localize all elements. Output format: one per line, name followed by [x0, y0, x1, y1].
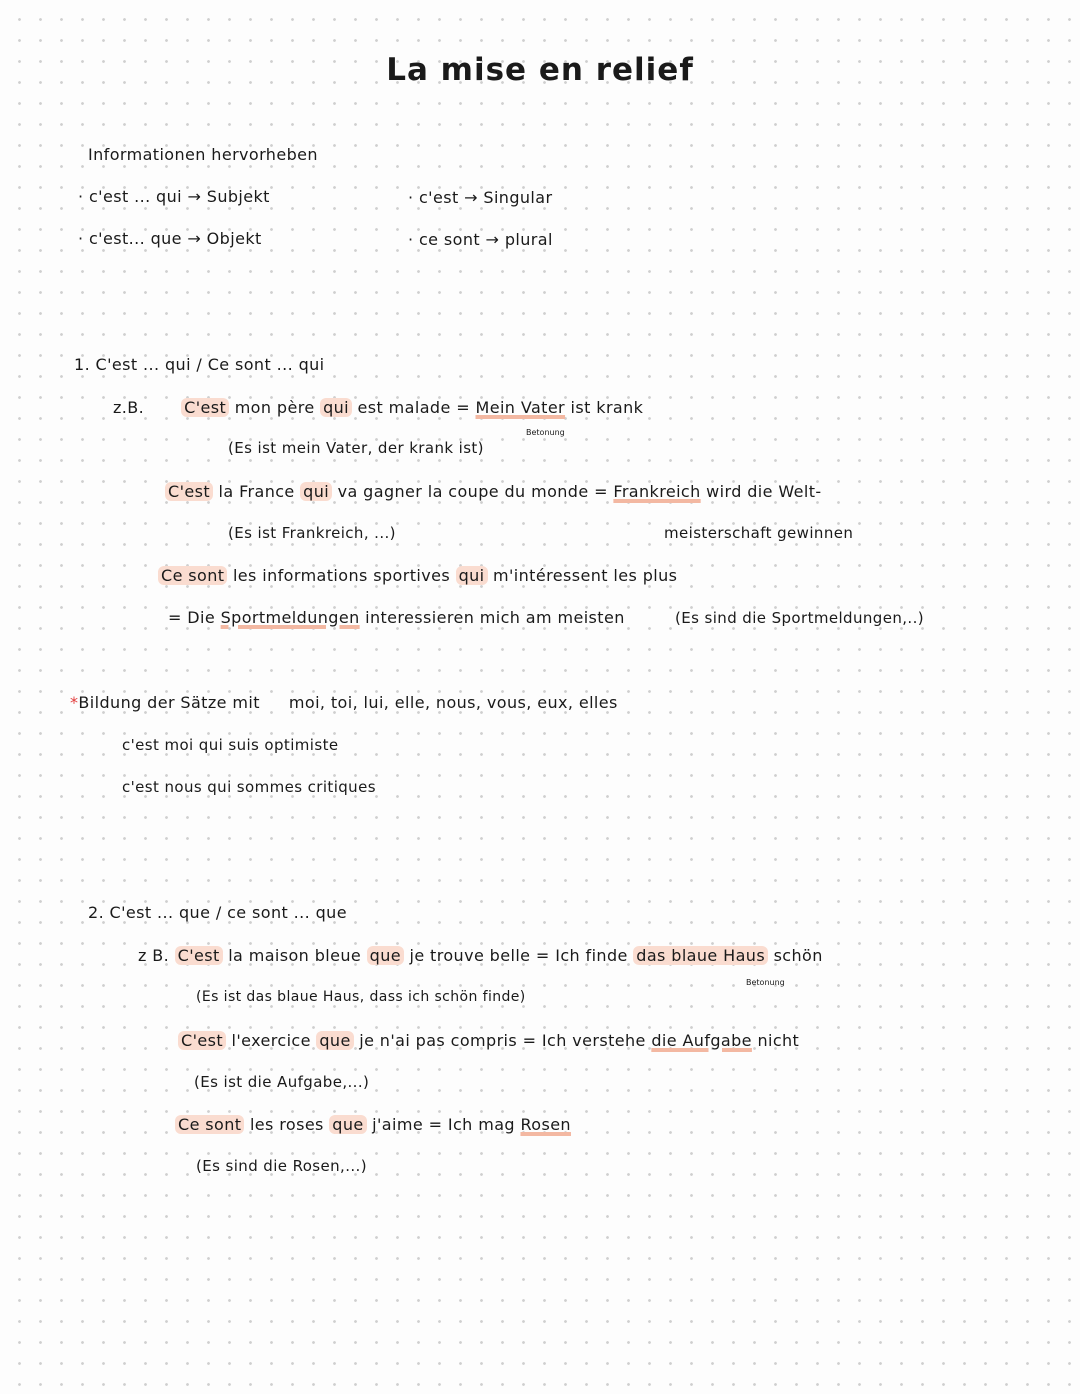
example-text: = Ich mag: [428, 1115, 515, 1134]
translation-line: (Es ist mein Vater, der krank ist): [228, 439, 484, 457]
translation-continuation: meisterschaft gewinnen: [664, 524, 854, 542]
bildung-heading: Bildung der Sätze mit: [78, 693, 260, 712]
example-line: [175, 1115, 571, 1134]
star-icon: *: [70, 693, 79, 712]
highlight-que: que: [367, 946, 404, 965]
example-line: [168, 608, 625, 627]
translation-line: (Es sind die Sportmeldungen,..): [675, 609, 925, 627]
example-line: [138, 946, 823, 965]
highlight-que: que: [329, 1115, 366, 1134]
highlight-ce-sont: Ce sont: [158, 566, 227, 585]
highlight-cest: C'est: [178, 1031, 226, 1050]
example-text: nicht: [757, 1031, 800, 1050]
highlight-qui: qui: [456, 566, 488, 585]
page-title: La mise en relief: [386, 52, 694, 88]
example-text: schön: [773, 946, 823, 965]
bildung-heading-line: [70, 693, 618, 712]
example-text: les informations sportives: [232, 566, 451, 585]
highlight-cest: C'est: [181, 398, 229, 417]
translation-line: (Es sind die Rosen,...): [196, 1157, 367, 1175]
bildung-example: c'est nous qui sommes critiques: [122, 778, 376, 796]
example-text: interessieren mich am meisten: [365, 608, 625, 627]
betonung-note: Betonung: [746, 978, 785, 987]
emphasis-underlined: Frankreich: [613, 482, 701, 501]
intro-rule-plural: · ce sont → plural: [408, 230, 553, 249]
highlight-emphasis: das blaue Haus: [633, 946, 768, 965]
highlight-qui: qui: [320, 398, 352, 417]
pronoun-list: moi, toi, lui, elle, nous, vous, eux, elles: [288, 693, 618, 712]
section-1-heading: 1. C'est ... qui / Ce sont ... qui: [74, 355, 325, 374]
example-text: l'exercice: [231, 1031, 311, 1050]
example-text: = Ich verstehe: [522, 1031, 646, 1050]
highlight-cest: C'est: [165, 482, 213, 501]
example-text: la maison bleue: [228, 946, 362, 965]
bildung-example: c'est moi qui suis optimiste: [122, 736, 339, 754]
intro-heading: Informationen hervorheben: [88, 145, 318, 164]
example-text: va gagner la coupe du monde =: [337, 482, 608, 501]
example-text: la France: [218, 482, 295, 501]
intro-rule-subject: · c'est ... qui → Subjekt: [78, 187, 270, 206]
zb-label: z.B.: [113, 398, 145, 417]
example-text: wird die Welt-: [706, 482, 822, 501]
example-text: est malade: [357, 398, 451, 417]
example-text: = Die: [168, 608, 216, 627]
translation-line: (Es ist Frankreich, ...): [228, 524, 396, 542]
section-2-heading: 2. C'est ... que / ce sont ... que: [88, 903, 347, 922]
intro-rule-object: · c'est... que → Objekt: [78, 229, 262, 248]
betonung-note: Betonung: [526, 428, 565, 437]
highlight-cest: C'est: [175, 946, 223, 965]
translation-line: (Es ist das blaue Haus, dass ich schön finde): [196, 989, 526, 1005]
example-text: je n'ai pas compris: [359, 1031, 518, 1050]
example-line: [178, 1031, 799, 1050]
example-text: mon père: [234, 398, 315, 417]
equals-sign: =: [456, 398, 471, 417]
highlight-qui: qui: [300, 482, 332, 501]
example-line: [158, 566, 677, 585]
example-line: [113, 398, 643, 417]
example-text: ist krank: [570, 398, 644, 417]
example-text: j'aime: [372, 1115, 424, 1134]
example-text: je trouve belle: [409, 946, 531, 965]
highlight-que: que: [316, 1031, 353, 1050]
example-text: = Ich finde: [535, 946, 628, 965]
example-line: [165, 482, 822, 501]
example-text: m'intéressent les plus: [493, 566, 678, 585]
intro-rule-singular: · c'est → Singular: [408, 188, 553, 207]
emphasis-underlined: Mein Vater: [475, 398, 566, 417]
translation-line: (Es ist die Aufgabe,...): [194, 1073, 370, 1091]
emphasis-underlined: Sportmeldungen: [220, 608, 360, 627]
zb-label: z B.: [138, 946, 170, 965]
emphasis-underlined: die Aufgabe: [651, 1031, 752, 1050]
emphasis-underlined: Rosen: [520, 1115, 571, 1134]
example-text: les roses: [249, 1115, 324, 1134]
highlight-ce-sont: Ce sont: [175, 1115, 244, 1134]
